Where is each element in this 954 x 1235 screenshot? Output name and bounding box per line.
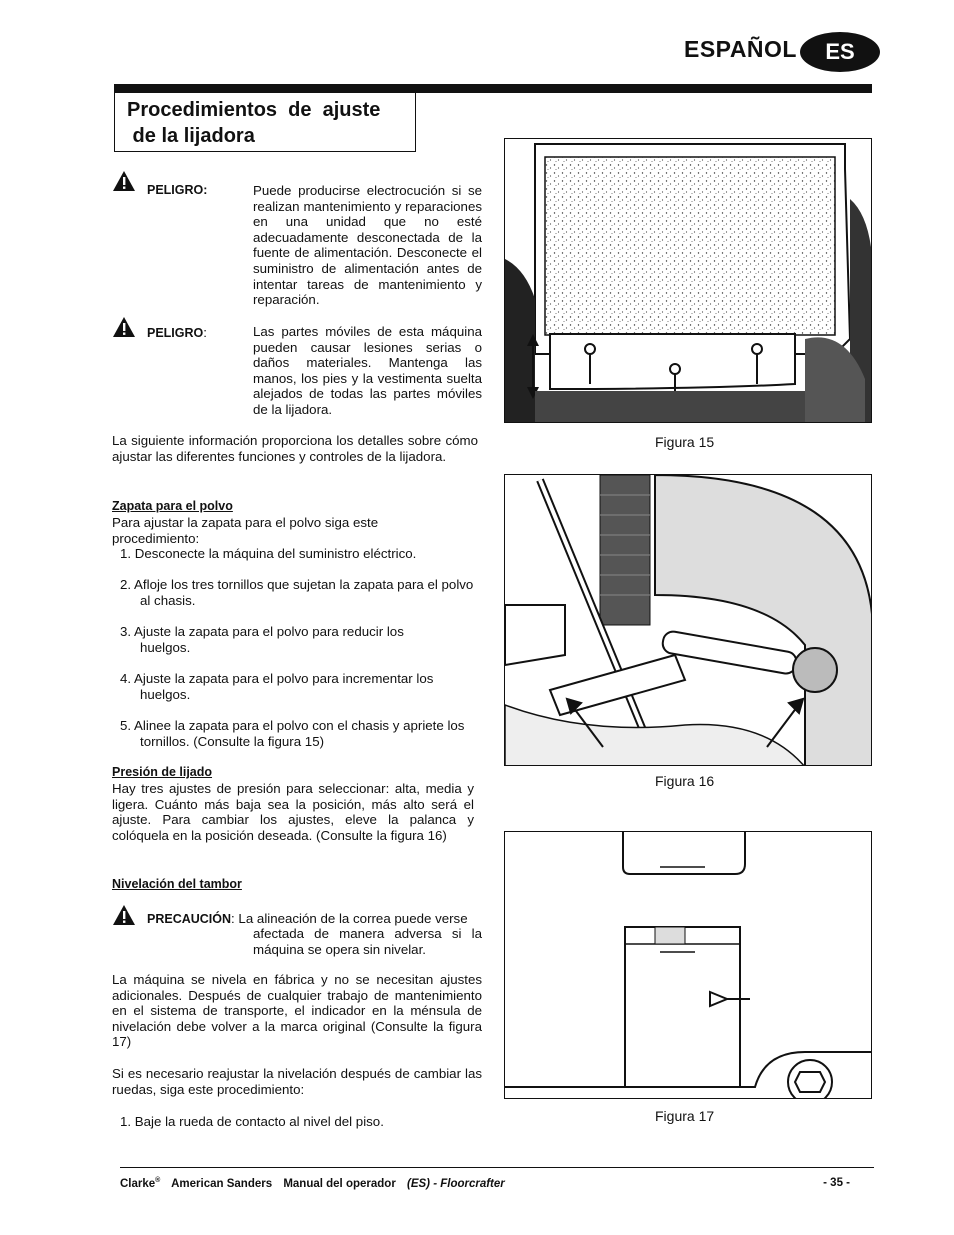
sanding-pressure-text: Hay tres ajustes de presión para seleccionar: alta, media y ligera. Cuánto más baja sea la posición, más alto será el ajuste. Para cambiar los ajustes, eleve la palanca y colóquela en la posición deseada. (Consulte la figura 16) <box>112 781 474 843</box>
footer-brand: Clarke® <box>120 1177 161 1190</box>
warning-text: Puede producirse electrocución si se realizan mantenimiento y reparaciones en una unidad que no esté adecuadamente desconectada de la fuente de alimentación. Desconecte el suministro de alimentación antes de intentar tareas de mantenimiento y reparación. <box>253 183 482 308</box>
section-title-line2: de la lijadora <box>127 125 255 147</box>
figure-15-caption: Figura 15 <box>655 434 715 450</box>
section-title-line1: Procedimientos de ajuste <box>127 99 381 121</box>
warning-label: PELIGRO <box>147 326 204 340</box>
page-number: - 35 - <box>823 1177 850 1189</box>
figure-16-caption: Figura 16 <box>655 773 715 789</box>
drum-leveling-heading: Nivelación del tambor <box>112 877 242 891</box>
footer-edition: (ES) - Floorcrafter <box>407 1177 505 1190</box>
footer-company: American Sanders <box>171 1177 273 1190</box>
warning-icon <box>112 170 136 192</box>
drum-leveling-paragraph: La máquina se nivela en fábrica y no se necesitan ajustes adicionales. Después de cualquier trabajo de mantenimiento en el sistema de transporte, el indicador en la ménsula de nivelación debe volver a la marca original (Consulte la figura 17) <box>112 972 482 1050</box>
warning-label-group <box>147 324 207 342</box>
dust-shoe-step: 2. Afloje los tres tornillos que sujetan la zapata para el polvo al chasis. <box>120 577 474 608</box>
footer <box>120 1177 850 1190</box>
language-label: ESPAÑOL <box>684 36 797 62</box>
footer-rule <box>120 1167 874 1168</box>
figure-17-illustration <box>504 831 872 1099</box>
drum-leveling-step: 1. Baje la rueda de contacto al nivel del piso. <box>120 1114 384 1129</box>
sanding-pressure-heading: Presión de lijado <box>112 765 213 779</box>
dust-shoe-step: 5. Alinee la zapata para el polvo con el chasis y apriete los tornillos. (Consulte la figura 15) <box>120 718 465 749</box>
dust-shoe-heading: Zapata para el polvo <box>112 499 233 513</box>
figure-16-illustration <box>504 474 872 766</box>
dust-shoe-step: 1. Desconecte la máquina del suministro eléctrico. <box>120 546 417 561</box>
caution-label: PRECAUCIÓN <box>147 912 232 926</box>
figure-15-illustration <box>504 138 872 423</box>
warning-text: Las partes móviles de esta máquina pueden causar lesiones serias o daños materiales. Mantenga las manos, los pies y la vestimenta suelta alejados de todas las partes móviles de la lijadora. <box>253 324 482 417</box>
warning-label: PELIGRO: <box>147 183 208 197</box>
dust-shoe-step: 4. Ajuste la zapata para el polvo para incrementar los huelgos. <box>120 671 434 702</box>
section-title-box <box>114 93 416 152</box>
figure-17-caption: Figura 17 <box>655 1108 715 1124</box>
drum-leveling-paragraph: Si es necesario reajustar la nivelación después de cambiar las ruedas, siga este procedimiento: <box>112 1066 482 1097</box>
warning-label-colon: : <box>203 325 207 340</box>
language-badge: ES <box>800 32 880 72</box>
caution-lead: : La alineación de la correa puede verse <box>231 911 468 926</box>
caution-text: afectada de manera adversa si la máquina se opera sin nivelar. <box>253 926 482 957</box>
footer-manual: Manual del operador <box>283 1177 396 1190</box>
intro-paragraph: La siguiente información proporciona los detalles sobre cómo ajustar las diferentes funciones y controles de la lijadora. <box>112 433 478 464</box>
dust-shoe-intro: Para ajustar la zapata para el polvo siga este procedimiento: <box>112 515 379 546</box>
header-rule <box>114 84 872 93</box>
dust-shoe-step: 3. Ajuste la zapata para el polvo para reducir los huelgos. <box>120 624 404 655</box>
warning-icon <box>112 316 136 338</box>
caution-icon <box>112 904 136 926</box>
